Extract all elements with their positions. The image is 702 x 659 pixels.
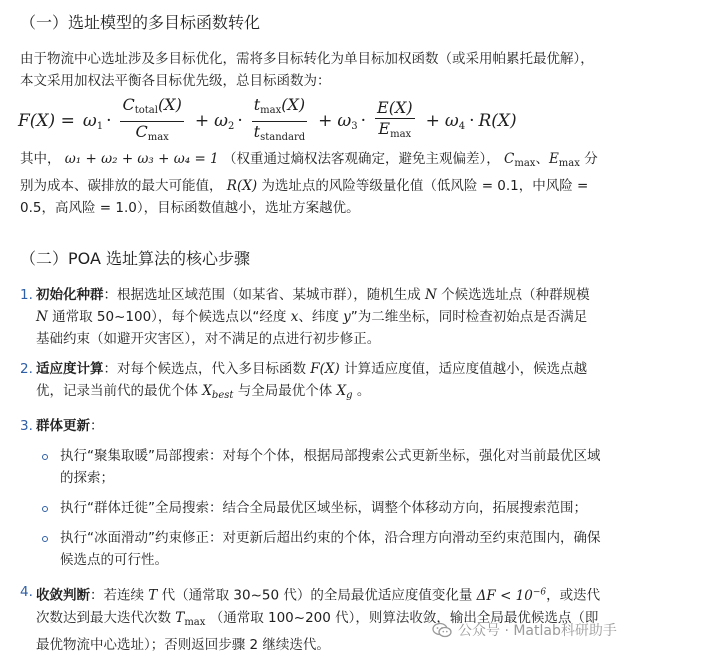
intro-line1: 由于物流中心选址涉及多目标优化，需将多目标转化为单目标加权函数（或采用帕累托最优解）， xyxy=(20,51,594,67)
formula-lhs: F(X) = xyxy=(18,111,75,131)
steps-list xyxy=(20,284,685,656)
intro-line2: 本文采用加权法平衡各目标优先级，总目标函数为： xyxy=(20,73,331,89)
watermark xyxy=(432,620,617,640)
step-3-sub-3: 执行“冰面滑动”约束修正：对更新后超出约束的个体，沿合理方向滑动至约束范围内，确保 候选点的可行性。 xyxy=(20,527,685,571)
step-3: 3. 群体更新： xyxy=(20,418,104,434)
step-4: 4. 收敛判断：若连续 T 代（通常取 30~50 代）的全局最优适应度值变化量 $\Delta F < 10^{-6}$，或迭代 次数达到最大迭代次数 $T_{max}$ （通常取 100~200 代），则算法收敛，输出全局最优候选点（即 最优物流中心选址）；否则返回步骤 2 继续迭代。 xyxy=(20,584,601,653)
watermark-text: 公众号 · Matlab科研助手 xyxy=(458,623,617,639)
step-2: 2. 适应度计算：对每个候选点，代入多目标函数 F(X) 计算适应度值，适应度值越小，候选点越 优，记录当前代的最优个体 $X_{best}$ 与全局最优个体 $X_g$ 。 xyxy=(20,361,588,401)
section2-heading: （二）POA 选址算法的核心步骤 xyxy=(20,249,250,268)
wechat-icon xyxy=(432,622,452,638)
emission-fraction: $\frac{E(X)}{E_{max}}$ xyxy=(377,97,413,140)
step-1: 1. 初始化种群：根据选址区域范围（如某省、某城市群），随机生成 N 个候选选址点（种群规模 N 通常取 50~100），每个候选点以“经度 x、纬度 y”为二维坐标，同时检查初始点是否满足 基础约束（如避开灾害区），对不满足的点进行初步修正。 xyxy=(20,287,590,347)
formula-explanation: 其中， ω₁ + ω₂ + ω₃ + ω₄ = 1 （权重通过熵权法客观确定，避免主观偏差）， $C_{max}$、$E_{max}$ 分 别为成本、碳排放的最大可能值， R(X) 为选址点的风险等级量化值（低风险 = 0.1，中风险 = 0.5，高风险 = 1.0），目标函数值越小，选址方案越优。 xyxy=(20,151,598,216)
section1-heading: （一）选址模型的多目标函数转化 xyxy=(20,13,261,32)
bullet-circle-icon xyxy=(42,454,48,460)
intro-paragraph xyxy=(20,48,680,92)
time-fraction: $\frac{t_{max}(X)}{t_{standard}}$ xyxy=(253,94,306,143)
step-3-sub-2: 执行“群体迁徙”全局搜索：结合全局最优区域坐标，调整个体移动方向，拓展搜索范围； xyxy=(20,497,685,519)
step-3-sub-1: 执行“聚集取暖”局部搜索：对每个个体，根据局部搜索公式更新坐标，强化对当前最优区域 的探索； xyxy=(20,445,685,489)
cost-fraction: $\frac{C_{total}(X)}{C_{max}}$ xyxy=(122,94,182,143)
bullet-circle-icon xyxy=(42,506,48,512)
bullet-circle-icon xyxy=(42,536,48,542)
objective-formula: F(X) = $\omega_1$ · $\frac{C_{total}(X)}{C_{max}}$ + $\omega_2$ · $\frac{t_{max}(X)}{t_{standard}}$ + $\omega_3$ · $\frac{E(X)}{E_{max}}$ + $\omega_4$ · R(X) xyxy=(18,98,688,144)
